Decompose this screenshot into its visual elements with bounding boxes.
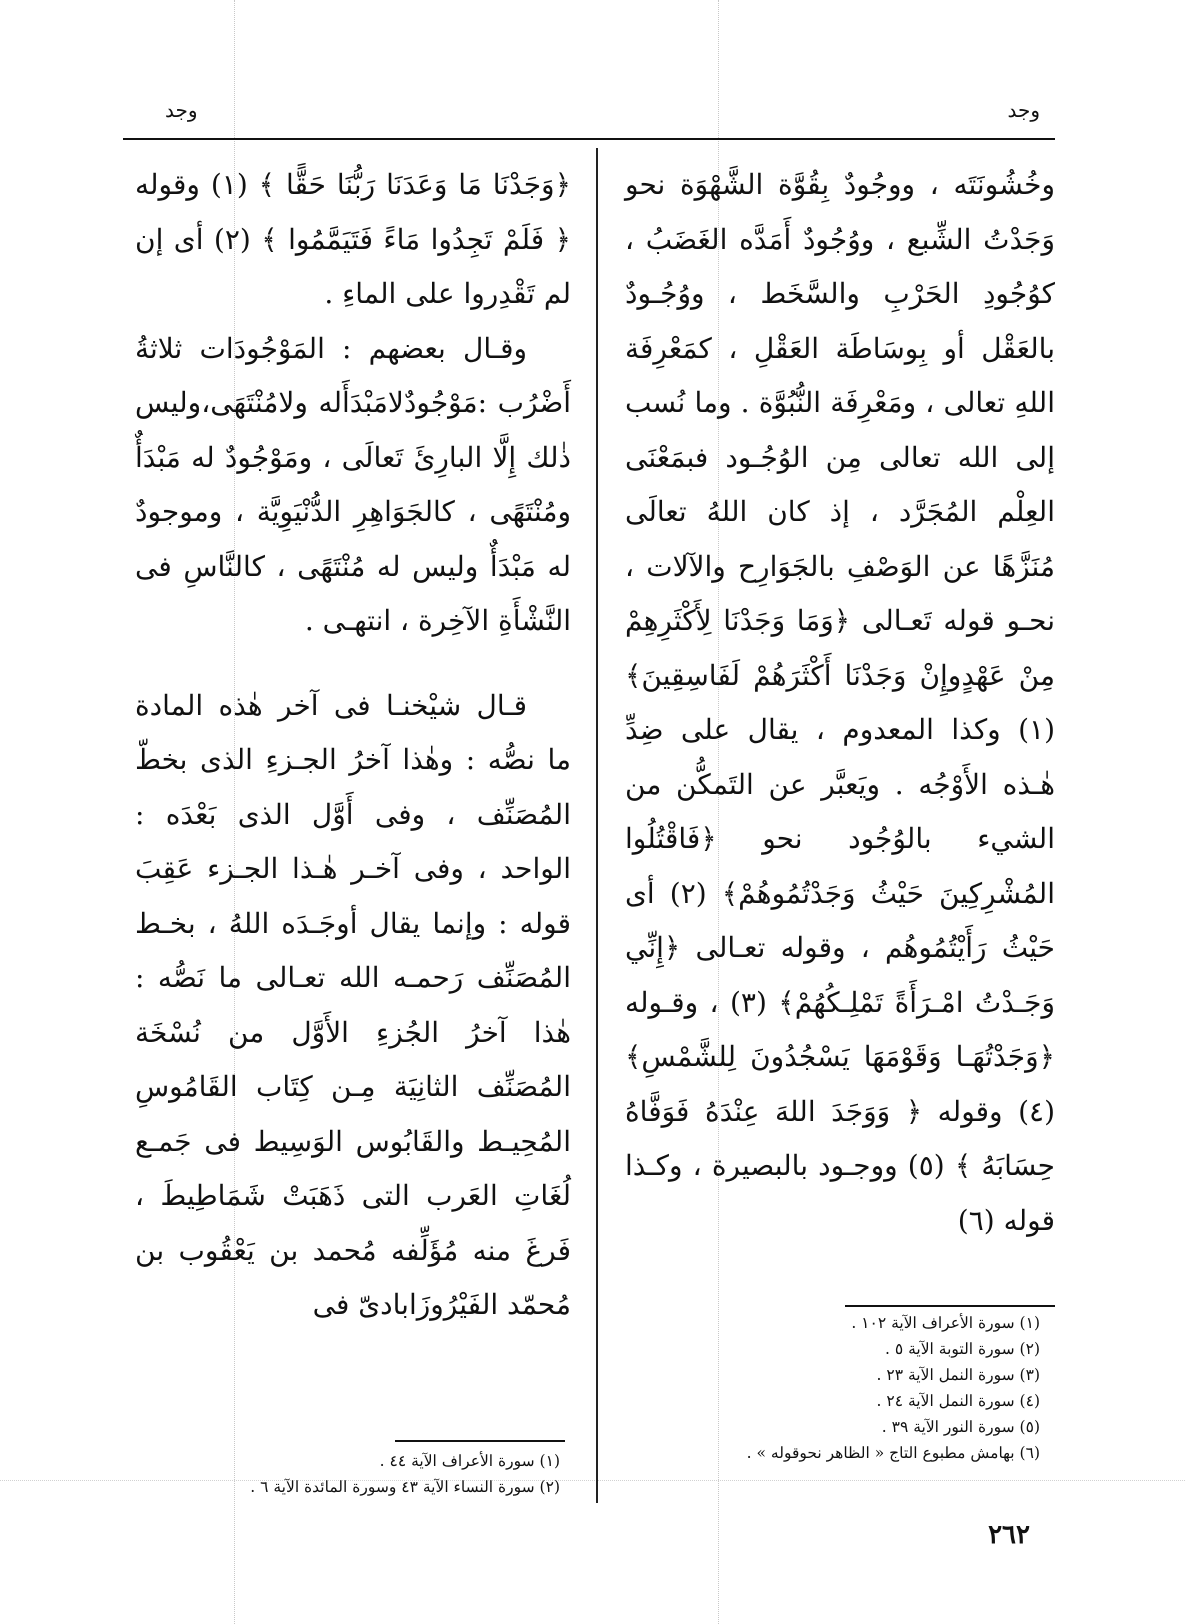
header-rule (123, 138, 1055, 140)
footnotes-left (160, 1448, 560, 1500)
paragraph: ﴿وَجَدْنَا مَا وَعَدَنَا رَبُّنَا حَقًّا ﴾ (١) وقوله ﴿ فَلَمْ تَجِدُوا مَاءً فَتَيَمَّمُوا ﴾ (٢) أى إن لم تَقْدِروا على الماءِ . (135, 168, 572, 310)
footnote: (٢) سورة التوبة الآية ٥ . (884, 1340, 1040, 1358)
footnote: (١) سورة الأعراف الآية ٤٤ . (379, 1452, 560, 1470)
page-number: ٢٦٢ (988, 1520, 1030, 1550)
footnote: (٦) بهامش مطبوع التاج « الظاهر نحوقوله » . (746, 1444, 1040, 1462)
paragraph: وقـال بعضهم : المَوْجُودَات ثلاثةُ أَضْرُب :مَوْجُودٌلامَبْدَأَله ولامُنْتَهَى،وليس ذٰلك إِلَّا البارِئَ تَعالَى ، ومَوْجُودٌ له مَبْدَأٌ ومُنْتَهًى ، كالجَوَاهِرِ الدُّنْيَوِيَّة ، وموجودٌ له مَبْدَأٌ وليس له مُنْتَهًى ، كالنَّاسِ فى النَّشْأَةِ الآخِرة ، انتهـى . (135, 331, 571, 637)
paragraph: وخُشُونَتَه ، ووجُودٌ بِقُوَّة الشَّهْوَة نحو وَجَدْتُ الشِّبع ، ووُجُودٌ أَمَدَّه الغَضَبُ ، كوُجُودِ الحَرْبِ والسَّخَط ، ووُجُـودٌ بالعَقْل أو بِوسَاطَة العَقْلِ ، كمَعْرِفَة اللهِ تعالى ، ومَعْرِفَة النُّبُوَّة . وما نُسب إلى الله تعالى مِن الوُجُـود فبمَعْنَى العِلْم المُجَرَّد ، إذ كان اللهُ تعالَى مُنَزَّهًا عن الوَصْفِ بالجَوَارِح والآلات ، نحـو قوله تَعـالى ﴿وَمَا وَجَدْنَا لِأَكْثَرِهِمْ مِنْ عَهْدٍوإِنْ وَجَدْنَا أَكْثَرَهُمْ لَفَاسِقِينَ﴾ (١) وكذا المعدوم ، يقال على ضِدِّ هٰـذه الأَوْجُه . ويَعبَّر عن التَمكُّن من الشيء بالوُجُود نحو ﴿فَاقْتُلُوا المُشْرِكِينَ حَيْثُ وَجَدْتُمُوهُمْ﴾ (٢) أى حَيْثُ رَأَيْتُمُوهُم ، وقوله تعـالى ﴿إِنِّي وَجَـدْتُ امْـرَأَةً تَمْلِـكُهُمْ﴾ (٣) ، وقـوله ﴿وَجَدْتُهَـا وَقَوْمَهَا يَسْجُدُونَ لِلشَّمْسِ﴾ (٤) وقوله ﴿ وَوَجَدَ اللهَ عِنْدَهُ فَوَفَّاهُ حِسَابَهُ ﴾ (٥) ووجـود بالبصيرة ، وكـذا قوله (٦) (625, 168, 1055, 1237)
paragraph: قـال شيْخنـا فى آخر هٰذه المادة ما نصُّه : وهٰذا آخرُ الجـزءِ الذى بخطّ المُصَنِّف ، وفى أَوَّل الذى بَعْدَه : الواحد ، وفى آخـر هٰـذا الجـزء عَقِبَ قوله : وإنما يقال أوجَـدَه اللهُ ، بخـط المُصَنِّف رَحمـه الله تعـالى ما نَصُّه : هٰذا آخرُ الجُزءِ الأَوَّل من نُسْخَة المُصَنِّف الثانِيَة مِـن كِتَاب القَامُوسِ المُحِيـط والقَابُوس الوَسِيط فى جَمـع لُغَاتِ العَرب التى ذَهَبَتْ شَمَاطِيطَ ، فَرغَ منه مُؤَلِّفه مُحمد بن يَعْقُوب بن مُحمّد الفَيْرُوزَابادىّ فى (135, 688, 571, 1321)
running-head-right: وجد (1007, 98, 1040, 122)
paragraph-gap (135, 649, 571, 679)
footnote: (٤) سورة النمل الآية ٢٤ . (876, 1392, 1040, 1410)
footnote: (٢) سورة النساء الآية ٤٣ وسورة المائدة الآية ٦ . (250, 1478, 560, 1496)
right-column (625, 158, 1055, 1248)
footnote: (٣) سورة النمل الآية ٢٣ . (876, 1366, 1040, 1384)
footnote-rule-left (395, 1440, 565, 1442)
footnote-rule-right (845, 1305, 1055, 1307)
running-head-left: وجد (165, 98, 198, 122)
footnotes-right (640, 1310, 1040, 1466)
footnote: (٥) سورة النور الآية ٣٩ . (881, 1418, 1040, 1436)
column-divider (596, 148, 598, 1503)
footnote: (١) سورة الأعراف الآية ١٠٢ . (851, 1314, 1040, 1332)
left-column (135, 158, 571, 1333)
